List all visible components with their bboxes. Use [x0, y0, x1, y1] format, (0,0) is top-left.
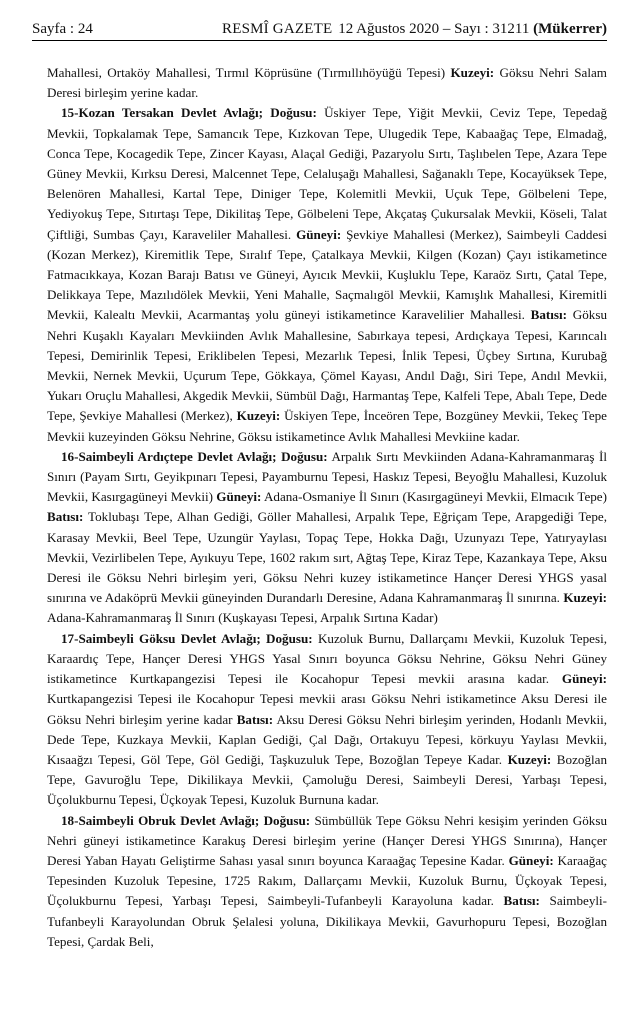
text: Adana-Kahramanmaraş İl Sınırı (Kuşkayası Tepesi, Arpalık Sırtına Kadar): [47, 610, 438, 626]
direction-label: Güneyi:: [508, 852, 554, 868]
direction-label: Güneyi:: [561, 671, 607, 687]
direction-label: Batısı:: [503, 893, 540, 909]
gazette-title: RESMÎ GAZETE: [222, 21, 333, 37]
text: Üskiyen Tepe, İnceören Tepe, Bozgüney Mevkii, Tekeç Tepe Mevkii kuzeyinden Göksu Nehrine, Göksu istikametince Avlık Mahallesi Mevkiine kadar.: [47, 408, 607, 444]
paragraph-kozan-tersakan: [47, 103, 607, 446]
page-number: Sayfa : 24: [32, 21, 93, 37]
text: Üskiyer Tepe, Yiğit Mevkii, Ceviz Tepe, Tepedağ Mevkii, Topkalamak Tepe, Samancık Tepe, Kızkovan Tepe, Ulugedik Tepe, Kabaağaç Tepe, Elmadağ, Conca Tepe, Kocagedik Tepe, Zincer Kayası, Alaçal Gediği, Pazaryolu Sırtı, Taşlıbelen Tepe, Azara Tepe Güney Mevkii, Kırksu Deresi, Malcennet Tepe, Celaluşağı Mahallesi, Sağanaklı Tepe, Kocayüksek Tepe, Belenören Mahallesi, Kartal Tepe, Diniger Tepe, Kolemitli Mevkii, Uçuk Tepe, Gölbeleni Tepe, Yediyokuş Tepe, Sıtırtaşı Tepe, Dikilitaş Tepe, Gölbeleni Tepe, Akçataş Çukursalak Mevkii, Köseli, Talat Çiftliği, Sumbas Çayı, Karaveliler Mahallesi.: [47, 105, 608, 242]
issue-supplement: (Mükerrer): [533, 21, 607, 37]
text: Karaağaç Tepesinden Kuzoluk Tepesine, 1725 Rakım, Dallarçamı Mevkii, Kuzoluk Burnu, Üçkoyak Tepesi, Üçolukburnu Tepesi, Yarbaşı Tepesi, Saimbeyli-Tufanbeyli Karayoluna kadar.: [47, 852, 607, 909]
text: Kurtkapangezisi Tepesi ile Kocahopur Tepesi mevkii arası Göksu Nehri istikametince Aksu Deresi ile Göksu Nehri birleşim yerine kadar: [47, 691, 607, 727]
text: Kuzoluk Burnu, Dallarçamı Mevkii, Kuzoluk Tepesi, Karaardıç Tepe, Hançer Deresi YHGS Yasal Sınırı boyunca Göksu Nehrine, Göksu Nehri Güney istikametince Kurtkapangezisi Tepesi ile Kocahopur Tepesi mevkii arasına kadar.: [47, 630, 607, 687]
direction-label: Kuzeyi:: [563, 590, 607, 606]
paragraph-continuation: [47, 63, 607, 103]
direction-label: Kuzeyi:: [450, 65, 495, 80]
text: Göksu Nehri Kuşaklı Kayaları Mevkiinden Avlık Mahallesine, Sabırkaya tepesi, Ardıçkaya Tepesi, Karıncalı Tepesi, Demirinlik Tepesi, Eriklibelen Tepesi, Mezarlık Tepesi, İnlik Tepesi, Üçbey Sırtına, Kurubağ Mevkii, Nernek Mevkii, Uçurum Tepe, Gökkaya, Çömel Kayası, Andıl Dağı, Siri Tepe, Andıl Mevkii, Yukarı Oruçlu Mahallesi, Akgedik Mevkii, Sümbül Dağı, Harmantaş Tepe, Kalfeli Tepe, Abalı Tepe, Dede Tepe, Şevkiye Mahallesi (Merkez),: [47, 307, 607, 424]
text: Mahallesi, Ortaköy Mahallesi, Tırmıl Köprüsüne (Tırmıllıhöyüğü Tepesi): [47, 65, 451, 80]
paragraph-saimbeyli-ardictepe: [47, 447, 607, 629]
text: Göksu Nehri Salam Deresi birleşim yerine kadar.: [47, 65, 607, 101]
paragraph-saimbeyli-goksu: [47, 629, 607, 811]
text: Sümbüllük Tepe Göksu Nehri kesişim yerinden Göksu Nehri güneyi istikametince Karakuş Deresi birleşim yerine (Hançer Deresi YHGS Sınırına), Hançer Deresi Yaban Hayatı Geliştirme Sahası yasal sınırı boyunca Karaağaç Tepesine Kadar.: [47, 812, 607, 868]
text: Saimbeyli-Tufanbeyli Karayolundan Obruk Şelalesi yoluna, Dikilikaya Mevkii, Gavurhopuru Tepesi, Bozoğlan Tepesi, Çardak Beli,: [47, 893, 607, 949]
direction-label: Güneyi:: [216, 489, 262, 505]
text: Arpalık Sırtı Mevkiinden Adana-Kahramanmaraş İl Sınırı (Payam Sırtı, Geyikpınarı Tepesi, Payamburnu Tepesi, Haskız Tepesi, Beyoğlu Mahallesi, Kuzoluk Mevkii, Kasırgagüneyi Mevkii): [47, 448, 607, 505]
direction-label: Güneyi:: [296, 226, 342, 242]
direction-label: Kuzeyi:: [507, 751, 552, 767]
text: Bozoğlan Tepe, Gavuroğlu Tepe, Dikilikaya Mevkii, Çamoluğu Deresi, Saimbeyli Deresi, Yarbaşı Tepesi, Üçolukburnu Tepesi, Üçkoyak Tepesi, Kuzoluk Burnuna kadar.: [47, 751, 607, 808]
direction-label: Kuzeyi:: [236, 408, 281, 424]
paragraph-saimbeyli-obruk: [47, 811, 607, 952]
section-heading: 17-Saimbeyli Göksu Devlet Avlağı; Doğusu:: [61, 630, 313, 646]
section-heading: 18-Saimbeyli Obruk Devlet Avlağı; Doğusu:: [61, 812, 311, 828]
document-body: [47, 63, 607, 952]
section-heading: 16-Saimbeyli Ardıçtepe Devlet Avlağı; Doğusu:: [61, 448, 328, 464]
page-header: [32, 18, 607, 41]
text: Aksu Deresi Göksu Nehri birleşim yerinden, Hodanlı Mevkii, Dede Tepe, Kuzkaya Mevkii, Kaplan Gediği, Çal Dağı, Ortakuyu Tepesi, körkuyu Yaylası Mevkii, Kısaağzı Tepesi, Göl Tepe, Göl Gediği, Taşkuzuluk Tepe, Bozoğlan Tepeye Kadar.: [47, 711, 607, 767]
direction-label: Batısı:: [530, 307, 568, 323]
section-heading: 15-Kozan Tersakan Devlet Avlağı; Doğusu:: [61, 105, 317, 121]
text: Adana-Osmaniye İl Sınırı (Kasırgagüneyi Mevkii, Elmacık Tepe): [261, 489, 607, 505]
issue-date: 12 Ağustos 2020 – Sayı : 31211: [338, 21, 534, 37]
issue-info: [338, 18, 607, 40]
direction-label: Batısı:: [47, 509, 84, 525]
text: Şevkiye Mahallesi (Merkez), Saimbeyli Caddesi (Kozan Merkez), Kiremitlik Tepe, Sıralıf Tepe, Çatalkaya Mevkii, Kilgen (Kozan) Çayı istikametince Fatmacıkkaya, Kozan Barajı Batısı ve Güneyi, Ayıcık Mevkii, Kuşluklu Tepe, Karaöz Sırtı, Çatal Tepe, Delikkaya Tepe, Mazılıdölek Mevkii, Yeni Mahalle, Saçmalıgöl Mevkii, Kamışlık Mahallesi, Kiremitli Mevkii, Kalealtı Mevkii, Acarmantaş yolu güneyi istikametince Karavelilier Mahallesi.: [47, 226, 607, 323]
direction-label: Batısı:: [236, 711, 274, 727]
text: Toklubaşı Tepe, Alhan Gediği, Göller Mahallesi, Arpalık Tepe, Eğriçam Tepe, Arapgediği Tepe, Karasay Mevkii, Beel Tepe, Uzungür Yaylası, Topaç Tepe, Hokka Dağı, Uzunyazı Tepe, Yatıryaylası Mevkii, Vezirlibelen Tepe, Ayıkuyu Tepe, 1602 rakım sırt, Ağtaş Tepe, Kiraz Tepe, Kazankaya Tepe, Aksu Deresi ile Göksu Nehri birleşim yeri, Göksu Nehri kuzey istikametince Hançer Deresi YHGS yasal sınırına ve Adaköprü Mevkii güneyinden Durandarlı Deresine, Adana Kahramanmaraş İl sınırına.: [47, 509, 607, 606]
